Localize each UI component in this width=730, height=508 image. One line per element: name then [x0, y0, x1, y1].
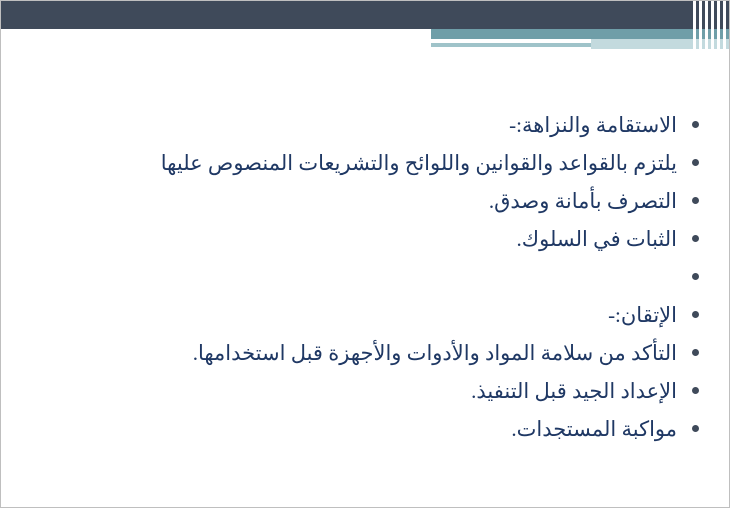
- list-item: [31, 106, 699, 144]
- list-item-label: الثبات في السلوك.: [516, 227, 677, 251]
- bullet-dot-icon: [692, 121, 699, 128]
- banner-white-notch: [1, 29, 431, 53]
- bullet-dot-icon: [692, 425, 699, 432]
- list-item-label: يلتزم بالقواعد والقوانين واللوائح والتشريعات المنصوص عليها: [160, 151, 677, 175]
- banner-stripe: [711, 1, 714, 53]
- list-item: [31, 334, 699, 372]
- banner-stripe: [699, 1, 702, 53]
- list-item: [31, 220, 699, 258]
- banner-dark-bar: [1, 1, 730, 29]
- bullet-dot-icon: [692, 387, 699, 394]
- list-item-label: الاستقامة والنزاهة:-: [509, 113, 677, 137]
- list-item: [31, 410, 699, 448]
- list-item-empty: [31, 258, 699, 296]
- list-item-label: التصرف بأمانة وصدق.: [488, 189, 677, 213]
- bullet-dot-icon: [692, 197, 699, 204]
- banner-light-teal-bar: [431, 43, 591, 47]
- banner-stripe: [723, 1, 726, 53]
- list-item-label: الإعداد الجيد قبل التنفيذ.: [471, 379, 677, 403]
- bullet-dot-icon: [692, 311, 699, 318]
- slide-header-banner: [1, 1, 730, 53]
- list-item-label: مواكبة المستجدات.: [511, 417, 677, 441]
- banner-stripe: [693, 1, 696, 53]
- slide-body-content: [31, 106, 699, 448]
- banner-stripe: [705, 1, 708, 53]
- list-item: [31, 296, 699, 334]
- bullet-dot-icon: [692, 159, 699, 166]
- list-item: [31, 372, 699, 410]
- banner-vertical-stripes: [691, 1, 730, 53]
- list-item-label: الإتقان:-: [608, 303, 677, 327]
- banner-stripe: [717, 1, 720, 53]
- list-item: [31, 182, 699, 220]
- bullet-dot-icon: [692, 273, 699, 280]
- list-item-label: التأكد من سلامة المواد والأدوات والأجهزة قبل استخدامها.: [192, 341, 677, 365]
- bullet-list: [31, 106, 699, 448]
- bullet-dot-icon: [692, 235, 699, 242]
- banner-teal-bar: [431, 29, 730, 39]
- list-item: [31, 144, 699, 182]
- bullet-dot-icon: [692, 349, 699, 356]
